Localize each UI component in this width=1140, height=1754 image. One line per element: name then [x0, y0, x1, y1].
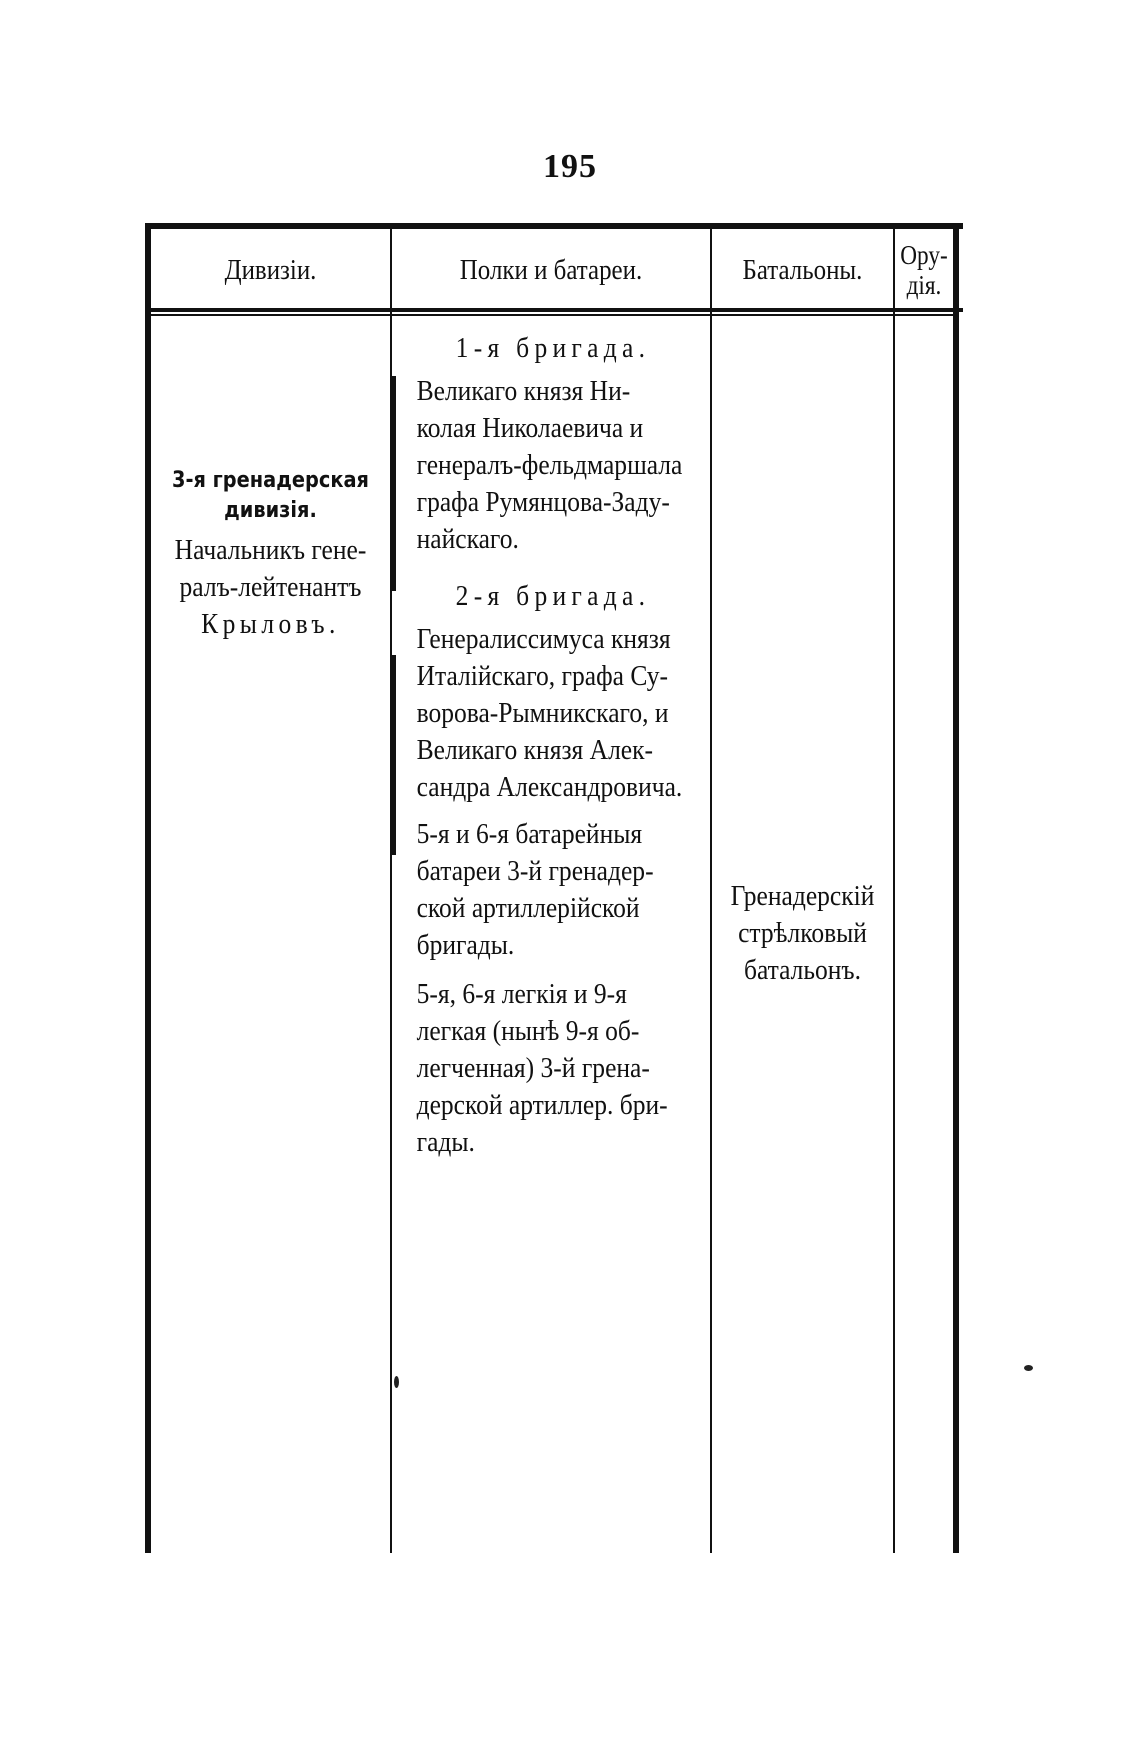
brigade1-line: колая Николаевича и — [416, 412, 644, 444]
battalions-line: Гренадерскій — [730, 880, 875, 912]
battery1-line: ской артиллерійской — [416, 892, 640, 924]
battery2-line: дерской артиллер. бри- — [416, 1089, 668, 1121]
table-left-rule — [145, 223, 151, 1553]
battalions-line: стрѣлковый — [738, 917, 867, 949]
division-commander-name: Крыловъ. — [201, 608, 340, 640]
table-right-rule — [953, 223, 959, 1553]
brigade1-text — [417, 373, 690, 558]
brigade2-text — [417, 621, 690, 806]
brigade1-line: найскаго. — [416, 523, 519, 555]
header-guns-line2: дія. — [906, 270, 942, 300]
brigade1-line: Великаго князя Ни- — [416, 375, 631, 407]
header-guns — [899, 230, 949, 310]
battery1-line: бригады. — [416, 929, 515, 961]
brigade2-line: Генералиссимуса князя — [416, 623, 671, 655]
battery2-line: гады. — [416, 1126, 475, 1158]
brace-brigade1 — [392, 376, 396, 591]
header-battalions-label: Батальоны. — [742, 254, 863, 286]
header-divisions-label: Дивизіи. — [224, 254, 317, 286]
battalions-cell — [712, 878, 893, 989]
header-battalions — [725, 230, 881, 310]
header-bottom-rule-2 — [145, 314, 955, 316]
division-cell — [151, 466, 390, 643]
regiments-cell — [398, 330, 708, 1161]
brigade2-line: Италійскаго, графа Су- — [416, 660, 668, 692]
brigade1-title: 1-я бригада. — [455, 332, 651, 364]
brigade2-line: Великаго князя Алек- — [416, 734, 654, 766]
division-commander-line1: Начальникъ гене- — [174, 534, 367, 566]
header-regiments — [414, 230, 687, 310]
battery1-text — [417, 816, 690, 964]
column-divider-3 — [893, 229, 895, 1553]
brigade1-line: графа Румянцова-Заду- — [416, 486, 670, 518]
page-number: 195 — [543, 148, 597, 185]
battery2-line: легченная) 3-й грена- — [416, 1052, 650, 1084]
brigade2-title: 2-я бригада. — [455, 580, 651, 612]
division-name-line1: 3-я гренадерская — [172, 468, 369, 493]
battery2-line: легкая (нынѣ 9-я об- — [416, 1015, 640, 1047]
header-regiments-label: Полки и батареи. — [459, 254, 643, 286]
brace-brigade2 — [392, 655, 396, 855]
table-top-rule — [145, 223, 963, 229]
brigade2-line: ворова-Рымникскаго, и — [416, 697, 669, 729]
header-guns-line1: Ору- — [900, 240, 948, 270]
battalions-line: батальонъ. — [743, 954, 862, 986]
scan-speck — [1024, 1365, 1033, 1371]
battery1-line: 5-я и 6-я батарейныя — [416, 818, 643, 850]
brigade1-line: генералъ-фельдмаршала — [416, 449, 683, 481]
battery2-line: 5-я, 6-я легкія и 9-я — [416, 978, 627, 1010]
header-divisions — [168, 230, 374, 310]
division-name-line2: дивизія. — [224, 498, 317, 523]
battery1-line: батареи 3-й гренадер- — [416, 855, 654, 887]
division-commander-line2: ралъ-лейтенантъ — [179, 571, 362, 603]
battery2-text — [417, 976, 690, 1161]
brigade2-line: сандра Александровича. — [416, 771, 683, 803]
scan-speck — [394, 1376, 399, 1388]
